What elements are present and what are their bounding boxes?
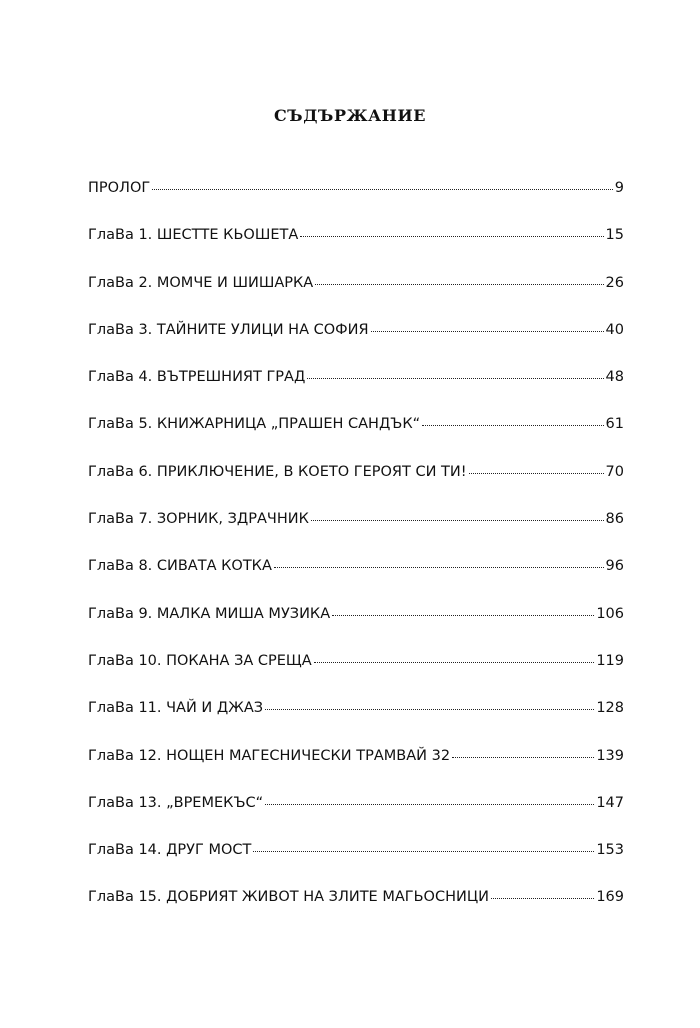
toc-entry-page: 86 [605, 511, 624, 528]
dot-leader [371, 330, 604, 332]
toc-entry-label: ГлаВа 15. ДОБРИЯТ ЖИВОТ НА ЗЛИТЕ МАГЬОСНИЦИ [88, 889, 489, 906]
toc-entry [88, 416, 624, 443]
toc-entry [88, 748, 624, 775]
toc-entry-page: 15 [605, 227, 624, 244]
toc-entry-page: 119 [596, 652, 624, 669]
toc-entry-page: 26 [605, 274, 624, 291]
toc-entry-label: ГлаВа 13. „ВРЕМЕКЪС“ [88, 794, 264, 811]
dot-leader [314, 661, 595, 663]
toc-entry-label: ГлаВа 9. МАЛКА МИША МУЗИКА [88, 605, 331, 622]
toc-entry [88, 464, 624, 491]
toc-entry-label: ГлаВа 1. ШЕСТТЕ КЬОШЕТА [88, 227, 299, 244]
toc-entry [88, 842, 624, 869]
toc-entry [88, 227, 624, 254]
toc-entry-label: ГлаВа 2. МОМЧЕ И ШИШАРКА [88, 274, 314, 291]
dot-leader [274, 566, 604, 568]
toc-entry [88, 180, 624, 207]
toc-entry-page: 9 [614, 180, 624, 196]
toc-entry [88, 606, 624, 633]
table-of-contents [88, 180, 624, 937]
toc-entry-label: ГлаВа 7. ЗОРНИК, ЗДРАЧНИК [88, 511, 309, 528]
dot-leader [469, 472, 604, 474]
toc-entry-page: 40 [605, 321, 624, 338]
toc-entry-label: ГлаВа 11. ЧАЙ И ДЖАЗ [88, 700, 264, 717]
dot-leader [300, 235, 603, 237]
dot-leader [152, 188, 613, 190]
toc-entry-page: 147 [596, 794, 624, 811]
toc-entry [88, 889, 624, 916]
dot-leader [253, 850, 594, 852]
toc-entry-label: ГлаВа 6. ПРИКЛЮЧЕНИЕ, В КОЕТО ГЕРОЯТ СИ ТИ! [88, 463, 467, 480]
toc-entry-page: 48 [605, 369, 624, 386]
dot-leader [422, 424, 603, 426]
toc-entry-label: ПРОЛОГ [88, 180, 151, 196]
dot-leader [315, 283, 603, 285]
toc-entry-label: ГлаВа 14. ДРУГ МОСТ [88, 842, 252, 859]
toc-entry-page: 169 [596, 889, 624, 906]
toc-entry-page: 153 [596, 842, 624, 859]
dot-leader [491, 897, 594, 899]
toc-entry [88, 322, 624, 349]
toc-entry [88, 558, 624, 585]
dot-leader [265, 803, 594, 805]
toc-entry [88, 369, 624, 396]
toc-entry [88, 275, 624, 302]
toc-entry-page: 61 [605, 416, 624, 433]
toc-entry-label: ГлаВа 10. ПОКАНА ЗА СРЕЩА [88, 652, 312, 669]
toc-entry-label: ГлаВа 12. НОЩЕН МАГЕСНИЧЕСКИ ТРАМВАЙ 32 [88, 747, 451, 764]
toc-entry-label: ГлаВа 3. ТАЙНИТЕ УЛИЦИ НА СОФИЯ [88, 321, 369, 338]
toc-entry-page: 70 [605, 463, 624, 480]
toc-entry [88, 700, 624, 727]
dot-leader [307, 377, 603, 379]
page-title: СЪДЪРЖАНИЕ [273, 106, 427, 125]
toc-entry-label: ГлаВа 8. СИВАТА КОТКА [88, 558, 272, 575]
dot-leader [332, 614, 594, 616]
toc-entry [88, 795, 624, 822]
dot-leader [265, 708, 594, 710]
dot-leader [311, 519, 604, 521]
toc-entry [88, 511, 624, 538]
toc-entry-page: 106 [596, 605, 624, 622]
toc-entry-page: 96 [605, 558, 624, 575]
toc-entry-label: ГлаВа 4. ВЪТРЕШНИЯТ ГРАД [88, 369, 306, 386]
toc-entry-page: 128 [596, 700, 624, 717]
toc-entry [88, 653, 624, 680]
toc-entry-page: 139 [596, 747, 624, 764]
dot-leader [452, 756, 594, 758]
toc-entry-label: ГлаВа 5. КНИЖАРНИЦА „ПРАШЕН САНДЪК“ [88, 416, 421, 433]
